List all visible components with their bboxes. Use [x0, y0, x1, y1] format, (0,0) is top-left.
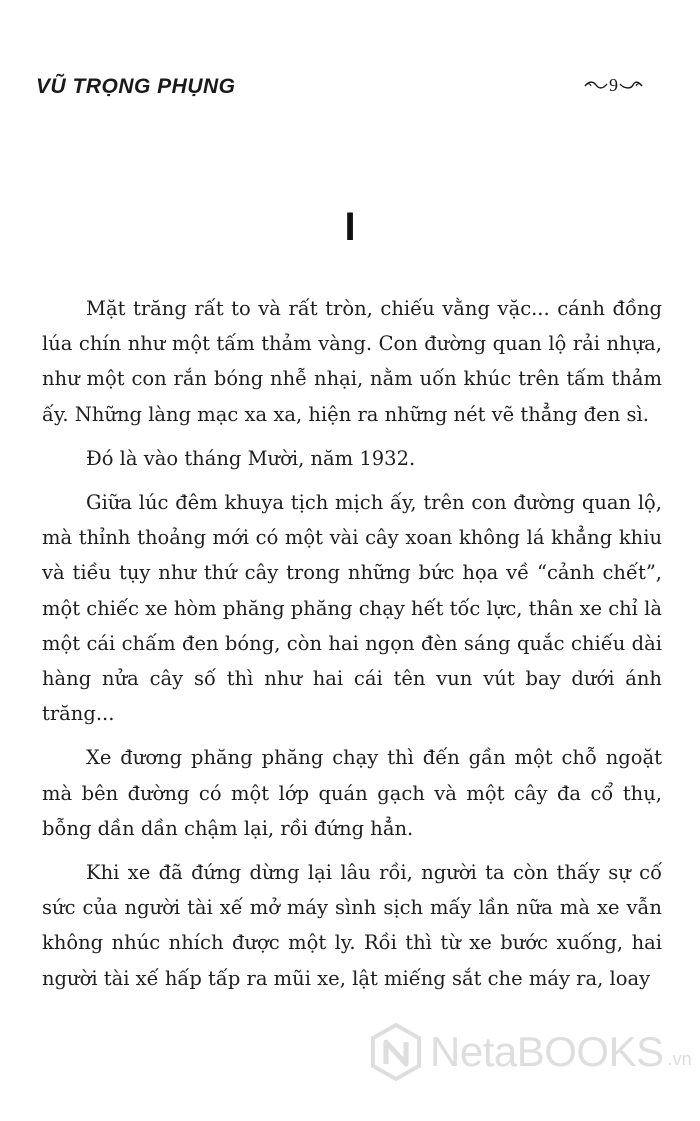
left-swirl-icon: [584, 79, 608, 91]
body-text: [42, 291, 662, 1005]
paragraph-1: Mặt trăng rất to và rất tròn, chiếu vằng vặc... cánh đồng lúa chín như một tấm thảm vàng. Con đường quan lộ rải nhựa, như một con rắn bóng nhễ nhại, nằm uốn khúc trên tấm thảm ấy. Những làng mạc xa xa, hiện ra những nét vẽ thẳng đen sì.: [42, 297, 662, 426]
paragraph-2: Đó là vào tháng Mười, năm 1932.: [86, 446, 416, 470]
watermark-brand: NetaBOOKS: [430, 1028, 664, 1075]
running-header-author: VŨ TRỌNG PHỤNG: [36, 75, 236, 98]
chapter-title: I: [344, 205, 356, 249]
right-swirl-icon: [619, 79, 643, 91]
page-number: 9: [609, 74, 618, 95]
paragraph-4: Xe đương phăng phăng chạy thì đến gần một chỗ ngoặt mà bên đường có một lớp quán gạch và một cây đa cổ thụ, bỗng dần dần chậm lại, rồi đứng hẳn.: [42, 746, 662, 840]
watermark: [366, 1022, 692, 1082]
page-number-ornament: [584, 70, 643, 100]
watermark-suffix: .vn: [667, 1049, 692, 1069]
netabooks-logo-icon: [366, 1022, 426, 1082]
paragraph-3: Giữa lúc đêm khuya tịch mịch ấy, trên con đường quan lộ, mà thỉnh thoảng mới có một vài cây xoan không lá khẳng khiu và tiều tụy như thứ cây trong những bức họa về “cảnh chết”, một chiếc xe hòm phăng phăng chạy hết tốc lực, thân xe chỉ là một cái chấm đen bóng, còn hai ngọn đèn sáng quắc chiếu dài hàng nửa cây số thì như hai cái tên vun vút bay dưới ánh trăng...: [42, 491, 662, 726]
paragraph-5: Khi xe đã đứng dừng lại lâu rồi, người ta còn thấy sự cố sức của người tài xế mở máy sình sịch mấy lần nữa mà xe vẫn không nhúc nhích được một ly. Rồi thì từ xe bước xuống, hai người tài xế hấp tấp ra mũi xe, lật miếng sắt che máy ra, loay: [42, 861, 662, 990]
